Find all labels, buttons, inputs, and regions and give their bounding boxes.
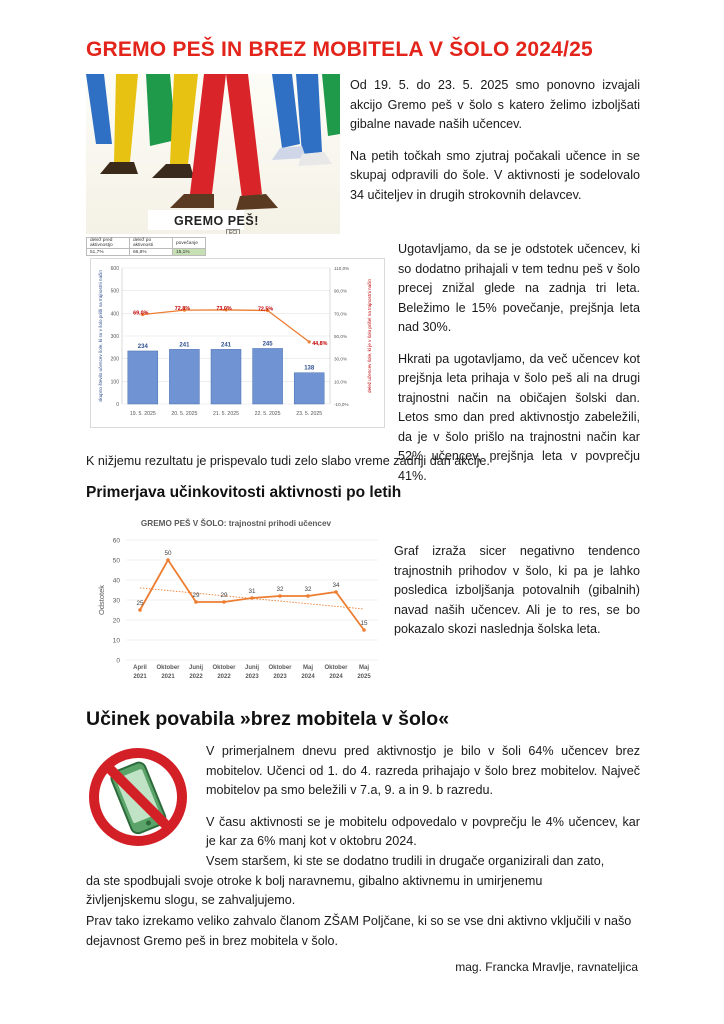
no-phone-icon — [86, 745, 190, 849]
share-data-label: 72,5% — [257, 306, 274, 313]
mini-table-header: povečanje — [173, 238, 206, 249]
y2-tick-label: 110,0% — [334, 266, 350, 271]
data-label: 32 — [276, 586, 284, 593]
y-tick-label: 10 — [112, 637, 120, 645]
x-tick-label: Oktober — [156, 665, 180, 671]
daily-arrivals-chart — [90, 258, 385, 428]
data-label: 34 — [332, 582, 340, 589]
chart-title: GREMO PEŠ V ŠOLO: trajnostni prihodi učencev — [140, 519, 332, 528]
y-tick-label: 60 — [112, 537, 120, 545]
x-tick-label: Maj — [302, 665, 314, 671]
y2-tick-label: 50,0% — [334, 334, 348, 339]
share-data-label: 73,0% — [216, 305, 232, 312]
mini-table-cell: 15,1% — [173, 249, 206, 256]
data-label: 32 — [304, 586, 312, 593]
mini-table-header: delež pred aktivnostjo — [87, 238, 130, 249]
x-tick-label: 20. 5. 2025 — [171, 411, 198, 417]
bar — [128, 351, 158, 404]
bar — [294, 373, 324, 404]
series-point — [166, 558, 170, 562]
series-point — [222, 600, 226, 604]
y-tick-label: 200 — [110, 356, 119, 363]
yearly-comparison-chart-svg — [86, 514, 386, 690]
daily-arrivals-chart-svg — [90, 258, 385, 428]
section-phone-title: Učinek povabila »brez mobitela v šolo« — [86, 708, 450, 730]
results-paragraph-1: Ugotavljamo, da se je odstotek učencev, ki so dodatno prihajali v tem tednu peš v šolo precej znižal glede na zadnja tri leta. Beležimo le 15% povečanje, prejšnja leta nad 30%. — [398, 242, 640, 334]
mini-table-header: delež po aktivnosti — [130, 238, 173, 249]
series-point — [306, 594, 310, 598]
y-axis-title: skupno število učencev šole, ki so v šolo prišli na trajnostni način — [98, 270, 103, 402]
x-tick-label: April — [133, 665, 147, 671]
signature: mag. Francka Mravlje, ravnateljica — [455, 960, 638, 974]
data-label: 25 — [136, 600, 144, 607]
data-label: 15 — [360, 620, 368, 627]
thanks-zsam: Prav tako izrekamo veliko zahvalo članom ZŠAM Poljčane, ki so se vse dni aktivno vključili v našo dejavnost Gremo peš in brez mobitela v šolo. — [86, 914, 632, 948]
phone-paragraph-2: V času aktivnosti se je mobitelu odpovedalo v povprečju le 4% učencev, kar je kar za 6% manj kot v oktobru 2024. — [206, 814, 640, 848]
phone-text — [206, 742, 640, 864]
y2-tick-label: 30,0% — [334, 356, 348, 362]
weather-note: K nižjemu rezultatu je prispevalo tudi zelo slabo vreme zadnji dan akcije. — [86, 454, 490, 468]
intro-paragraph-1: Od 19. 5. do 23. 5. 2025 smo ponovno izvajali akcijo Gremo peš v šolo s katero želimo izboljšati gibalne navade naših učencev. — [350, 78, 640, 131]
data-label: 31 — [248, 588, 256, 595]
y2-axis-title: delež učencev šole, ki je v šolo prišel na trajnostni način — [367, 279, 372, 393]
comparison-text: Graf izraža sicer negativno tendenco trajnostnih prihodov v šolo, ki pa je lahko posledica izboljšanja potovalnih (gibalnih) navad naših učencev. Ali je to res, se bo pokazalo skozi naslednja šolska leta. — [394, 544, 640, 636]
x-tick-label: Oktober — [212, 665, 236, 671]
mini-table-cell: 66,8% — [130, 249, 173, 256]
bar-data-label: 234 — [137, 343, 148, 350]
bar-data-label: 241 — [220, 342, 232, 349]
x-tick-label: 23. 5. 2025 — [296, 411, 323, 417]
x-tick-label-year: 2022 — [217, 674, 231, 680]
y-tick-label: 50 — [112, 557, 120, 565]
y-tick-label: 0 — [116, 657, 120, 665]
bar-data-label: 138 — [304, 365, 315, 372]
share-data-label: 44,8% — [312, 340, 328, 347]
y2-tick-label: -10,0% — [334, 402, 349, 407]
x-tick-label-year: 2024 — [301, 674, 315, 680]
mini-table-cell: 51,7% — [87, 249, 130, 256]
y-tick-label: 100 — [110, 379, 119, 386]
small-stamp: ECI — [226, 229, 240, 234]
x-tick-label: Maj — [358, 665, 370, 671]
bar — [211, 349, 241, 404]
phone-paragraph-1: V primerjalnem dnevu pred aktivnostjo je bilo v šoli 64% učencev brez mobitelov. Učenci od 1. do 4. razreda prihajajo v šolo brez mobitelov. Največ mobitelov pa smo beležili v 7.a, 9. a in 9. b razredu. — [206, 744, 640, 797]
y-tick-label: 400 — [110, 311, 119, 318]
series-point — [278, 594, 282, 598]
y-tick-label: 500 — [110, 288, 119, 295]
share-data-label: 69,0% — [133, 310, 149, 317]
y-tick-label: 0 — [116, 402, 119, 408]
page-title: GREMO PEŠ IN BREZ MOBITELA V ŠOLO 2024/25 — [86, 38, 593, 61]
x-tick-label: Oktober — [324, 665, 348, 671]
x-tick-label: Junij — [188, 665, 204, 671]
thanks-parents: Vsem staršem, ki ste se dodatno trudili in drugače organizirali dan zato, da ste spodbujali svoje otroke k bolj naravnemu, gibalno aktivnemu in umirjenemu življenjskemu slogu, se zahvaljujemo. — [86, 854, 605, 907]
x-tick-label: Junij — [244, 665, 260, 671]
series-line — [140, 560, 364, 630]
y2-tick-label: 70,0% — [334, 311, 348, 317]
x-tick-label: Oktober — [268, 665, 292, 671]
bar-data-label: 241 — [179, 342, 190, 349]
y-tick-label: 300 — [110, 334, 119, 340]
y-tick-label: 40 — [112, 577, 120, 585]
y2-tick-label: 90,0% — [334, 288, 348, 294]
x-tick-label-year: 2023 — [245, 674, 259, 680]
intro-paragraph-2: Na petih točkah smo zjutraj počakali učence in se skupaj odpravili do šole. V aktivnosti je sodelovalo 34 učiteljev in drugih strokovnih delavcev. — [350, 148, 640, 202]
series-point — [194, 600, 198, 604]
x-tick-label-year: 2021 — [133, 674, 147, 680]
y-tick-label: 600 — [110, 266, 119, 272]
share-data-label: 72,8% — [174, 306, 191, 313]
x-tick-label-year: 2025 — [357, 674, 371, 680]
series-point — [250, 596, 254, 600]
bar — [169, 349, 199, 404]
bar — [253, 348, 283, 404]
x-tick-label: 21. 5. 2025 — [213, 411, 239, 417]
x-tick-label: 22. 5. 2025 — [254, 411, 281, 417]
summary-mini-table — [86, 237, 206, 256]
intro-text — [350, 76, 640, 217]
results-paragraph-2: Hkrati pa ugotavljamo, da več učencev kot prejšnja leta prihaja v šolo peš ali na drugi trajnostni način na običajen šolski dan. Letos smo dan pred aktivnostjo zabeležili, da je v šolo prišlo na trajnostni način kar 52% učencev, prejšnja leta v povprečju 41%. — [398, 351, 640, 483]
x-tick-label-year: 2021 — [161, 674, 175, 680]
x-tick-label-year: 2022 — [189, 674, 203, 680]
data-label: 29 — [220, 592, 228, 599]
data-label: 29 — [192, 592, 200, 599]
series-point — [362, 628, 366, 632]
image-caption: GREMO PEŠ! — [174, 214, 259, 228]
yearly-comparison-chart — [86, 514, 386, 690]
data-label: 50 — [164, 550, 172, 557]
walking-legs-illustration — [86, 74, 340, 234]
series-point — [138, 608, 142, 612]
y2-tick-label: 10,0% — [334, 379, 348, 385]
x-tick-label-year: 2024 — [329, 674, 343, 680]
y-axis-title: Odstotek — [97, 584, 106, 616]
series-point — [334, 590, 338, 594]
x-tick-label-year: 2023 — [273, 674, 287, 680]
x-tick-label: 19. 5. 2025 — [129, 411, 156, 417]
share-point — [308, 340, 311, 343]
y-tick-label: 30 — [112, 597, 120, 605]
bar-data-label: 245 — [262, 341, 273, 348]
y-tick-label: 20 — [112, 617, 120, 625]
section-comparison-title: Primerjava učinkovitosti aktivnosti po letih — [86, 484, 402, 501]
